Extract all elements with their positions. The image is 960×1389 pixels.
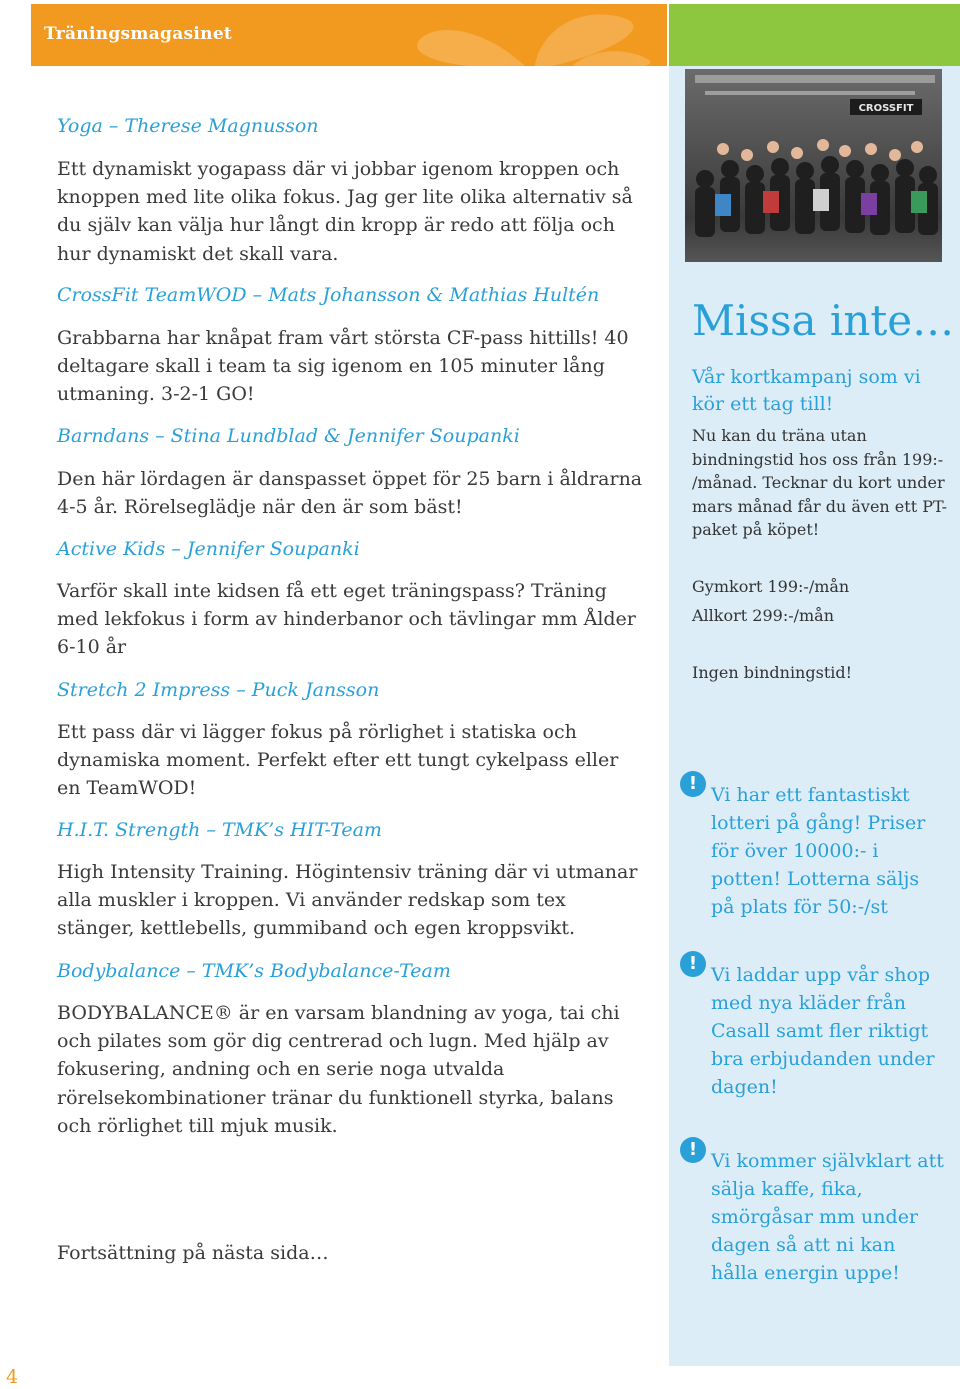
section-body-barndans: Den här lördagen är danspasset öppet för 25 barn i åldrarna 4-5 år. Rörelseglädje när den är som bäst!	[57, 468, 643, 519]
photo-sign-text: CROSSFIT	[858, 103, 914, 114]
section-body-hit-strength: High Intensity Training. Högintensiv träning där vi utmanar alla muskler i kroppen. Vi använder redskap som tex stänger, kettlebells, gummiband och egen kroppsvikt.	[57, 861, 638, 940]
section-body-crossfit: Grabbarna har knåpat fram vårt största CF-pass hittills! 40 deltagare skall i team ta sig igenom en 105 minuter lång utmaning. 3-2-1 GO!	[57, 327, 629, 406]
section-body-yoga: Ett dynamiskt yogapass där vi jobbar igenom kroppen och knoppen med lite olika fokus. Jag ger lite olika alternativ så du själv kan välja hur långt din kropp är redo att följa och hur dynamiskt det skall vara.	[57, 158, 633, 265]
butterfly-watermark-icon	[409, 10, 659, 66]
sidebar-subtitle: Vår kortkampanj som vi kör ett tag till!	[692, 366, 921, 415]
continuation-note: Fortsättning på nästa sida…	[57, 1242, 329, 1264]
campaign-text: Nu kan du träna utan bindningstid hos oss från 199:- /månad. Tecknar du kort under mars månad får du även ett PT-paket på köpet!	[692, 426, 947, 539]
section-heading-crossfit: CrossFit TeamWOD – Mats Johansson & Mathias Hultén	[57, 284, 600, 306]
section-heading-bodybalance: Bodybalance – TMK’s Bodybalance-Team	[57, 960, 451, 982]
section-heading-yoga: Yoga – Therese Magnusson	[57, 115, 319, 137]
sidebar-title: Missa inte…	[692, 296, 955, 345]
exclamation-icon: !	[680, 771, 706, 797]
group-photo	[685, 69, 942, 262]
notice-cafe-text: Vi kommer självklart att sälja kaffe, fika, smörgåsar mm under dagen så att ni kan hålla energin uppe!	[711, 1150, 944, 1284]
notice-shop-text: Vi laddar upp vår shop med nya kläder från Casall samt fler riktigt bra erbjudanden under dagen!	[711, 964, 935, 1098]
notice-lottery-text: Vi har ett fantastiskt lotteri på gång! Priser för över 10000:- i potten! Lotterna säljs på plats för 50:-/st	[711, 784, 926, 918]
price-gymkort: Gymkort 199:-/mån	[692, 577, 850, 596]
section-body-stretch: Ett pass där vi lägger fokus på rörlighet i statiska och dynamiska moment. Perfekt efter ett tungt cykelpass eller en TeamWOD!	[57, 721, 619, 800]
section-heading-hit-strength: H.I.T. Strength – TMK’s HIT-Team	[57, 819, 382, 841]
section-heading-stretch: Stretch 2 Impress – Puck Jansson	[57, 679, 380, 701]
section-heading-barndans: Barndans – Stina Lundblad & Jennifer Soupanki	[57, 425, 520, 447]
exclamation-icon: !	[680, 1137, 706, 1163]
group-photo-image	[685, 69, 942, 262]
price-allkort: Allkort 299:-/mån	[692, 606, 835, 625]
header-accent-bar	[669, 4, 960, 66]
page-number: 4	[6, 1366, 19, 1388]
magazine-title: Träningsmagasinet	[44, 24, 233, 44]
section-heading-active-kids: Active Kids – Jennifer Soupanki	[57, 538, 360, 560]
no-binding-note: Ingen bindningstid!	[692, 663, 853, 682]
exclamation-icon: !	[680, 951, 706, 977]
section-body-active-kids: Varför skall inte kidsen få ett eget träningspass? Träning med lekfokus i form av hinderbanor och tävlingar mm Ålder 6-10 år	[57, 580, 636, 659]
section-body-bodybalance: BODYBALANCE® är en varsam blandning av yoga, tai chi och pilates som gör dig centrerad och lugn. Med hjälp av fokusering, andning och en serie noga utvalda rörelsekombinationer tränar du funktionell styrka, balans och rörlighet till mjuk musik.	[57, 1002, 620, 1137]
header-bar	[31, 4, 667, 66]
